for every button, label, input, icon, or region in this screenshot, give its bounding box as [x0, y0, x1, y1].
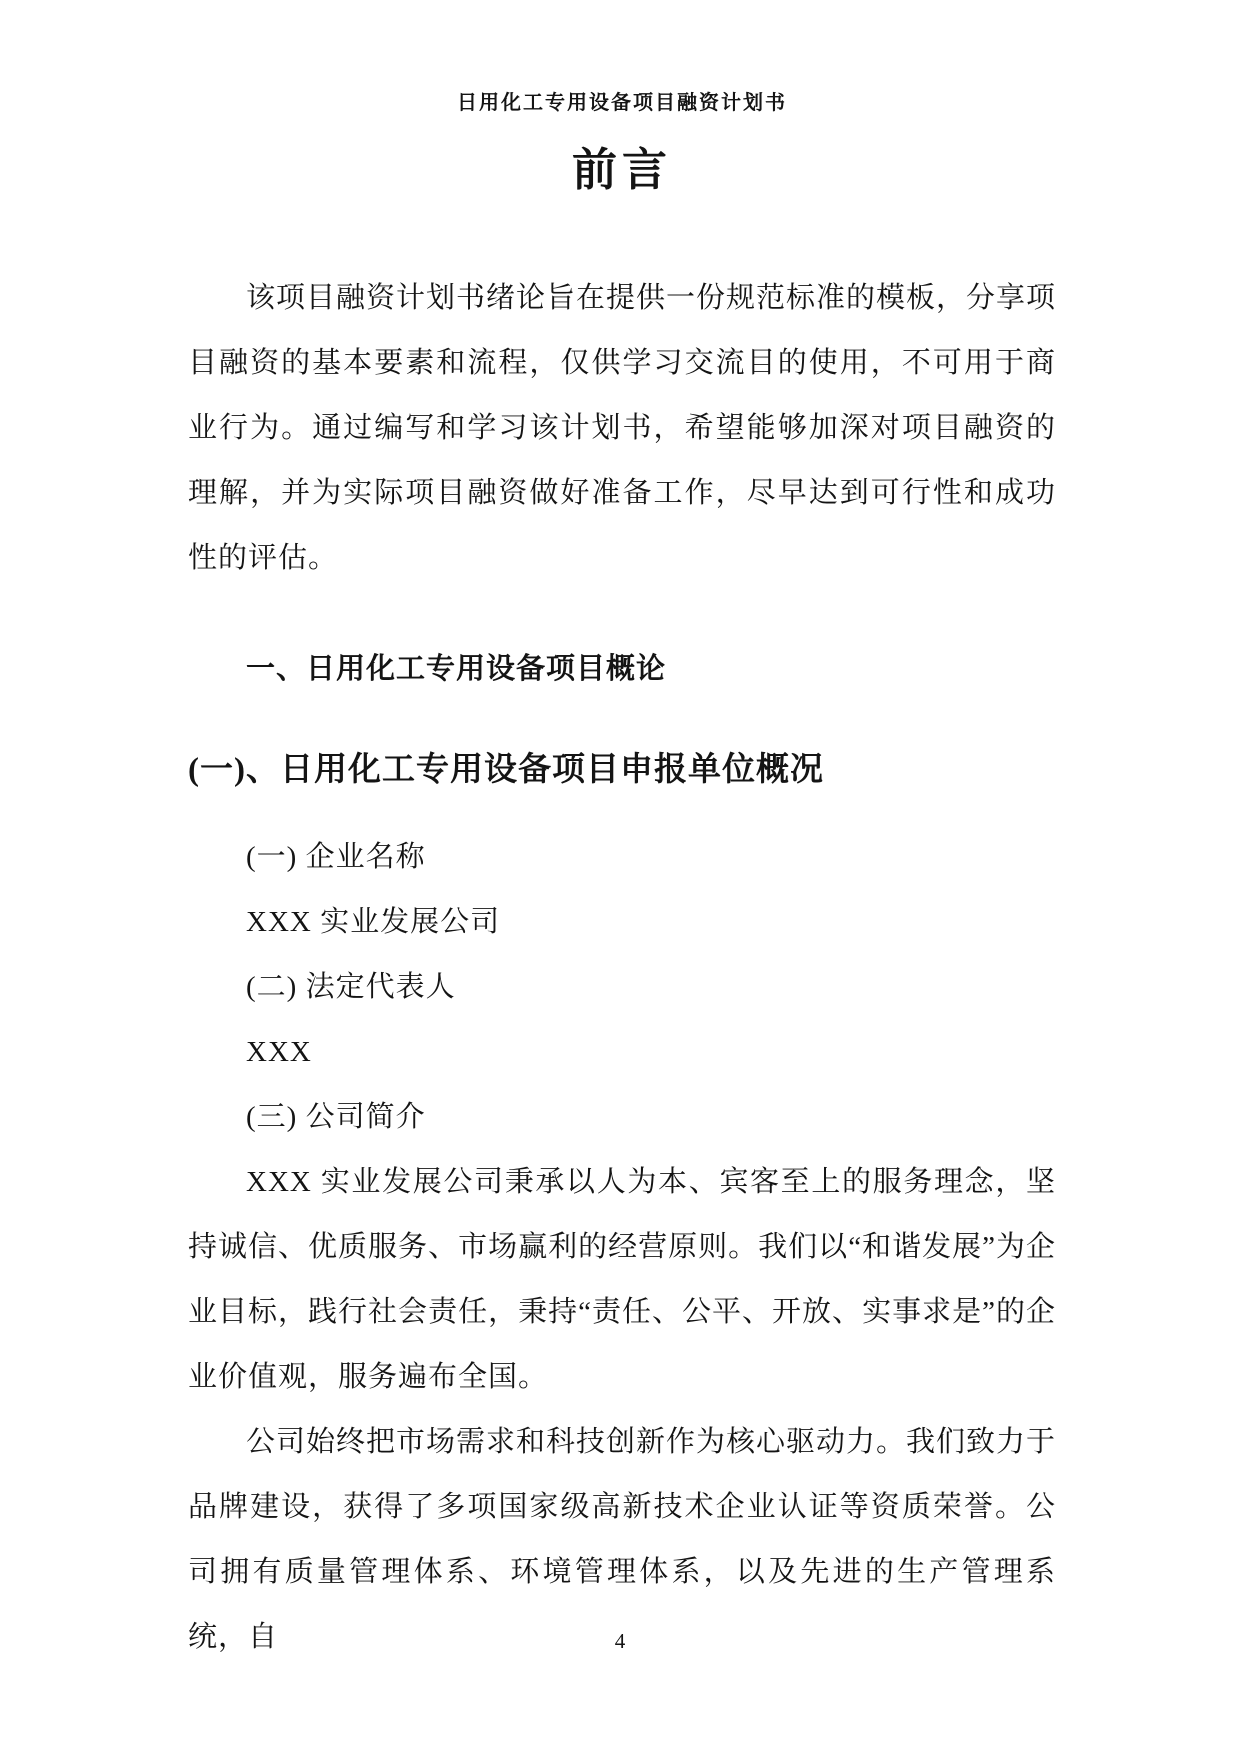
paragraph-company-strengths: 公司始终把市场需求和科技创新作为核心驱动力。我们致力于品牌建设，获得了多项国家级高新技术企业认证等资质荣誉。公司拥有质量管理体系、环境管理体系，以及先进的生产管理系统，自 — [188, 1426, 1057, 1653]
list-item-company-intro-label: (三) 公司简介 — [246, 1101, 426, 1133]
page-title: 前言 — [571, 145, 672, 195]
list-item-company-name-label: (一) 企业名称 — [246, 841, 426, 873]
company-info-list — [188, 825, 1056, 1150]
paragraph-intro: 该项目融资计划书绪论旨在提供一份规范标准的模板，分享项目融资的基本要素和流程，仅供学习交流目的使用，不可用于商业行为。通过编写和学习该计划书，希望能够加深对项目融资的理解，并为实际项目融资做好准备工作，尽早达到可行性和成功性的评估。 — [188, 282, 1057, 574]
list-item-legal-representative-label: (二) 法定代表人 — [246, 971, 456, 1003]
list-item-legal-representative-value: XXX — [246, 1036, 312, 1068]
paragraph-company-profile: XXX 实业发展公司秉承以人为本、宾客至上的服务理念，坚持诚信、优质服务、市场赢利的经营原则。我们以“和谐发展”为企业目标，践行社会责任，秉持“责任、公平、开放、实事求是”的企业价值观，服务遍布全国。 — [188, 1166, 1056, 1393]
subsection-heading: (一)、日用化工专用设备项目申报单位概况 — [188, 752, 824, 788]
running-header: 日用化工专用设备项目融资计划书 — [457, 92, 787, 114]
section-heading: 一、日用化工专用设备项目概论 — [246, 653, 667, 685]
page-number: 4 — [614, 1629, 626, 1653]
list-item-company-name-value: XXX 实业发展公司 — [246, 906, 501, 938]
